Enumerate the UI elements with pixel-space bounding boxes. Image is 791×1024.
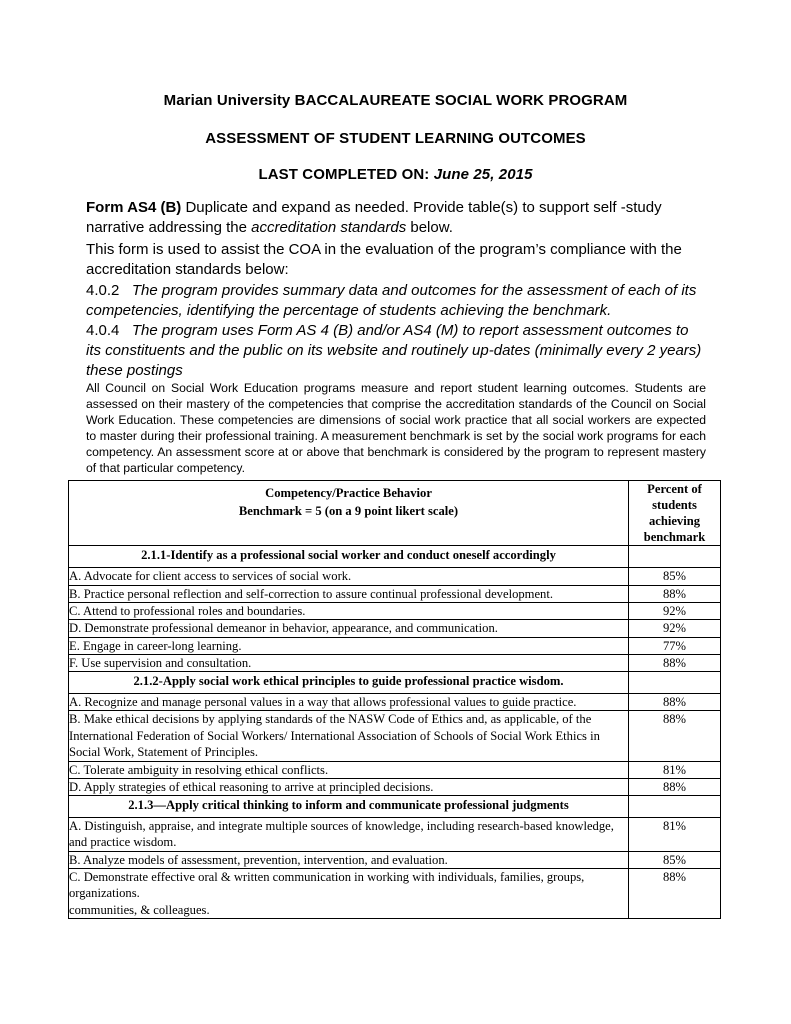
table-row: [69, 568, 721, 585]
practice-behavior-cell: F. Use supervision and consultation.: [69, 654, 629, 671]
practice-behavior-cell: E. Engage in career-long learning.: [69, 637, 629, 654]
table-row: [69, 585, 721, 602]
table-row: [69, 654, 721, 671]
competency-section-row: [69, 796, 721, 818]
percent-achieving-benchmark-cell: 85%: [629, 568, 721, 585]
form-label: Form AS4 (B): [86, 199, 182, 216]
percent-achieving-benchmark-cell: 92%: [629, 620, 721, 637]
competency-section-row: [69, 672, 721, 694]
practice-behavior-cell: D. Apply strategies of ethical reasoning to arrive at principled decisions.: [69, 778, 629, 795]
percent-achieving-benchmark-cell: 81%: [629, 761, 721, 778]
competency-section-row: [69, 546, 721, 568]
form-text-part2: below.: [406, 218, 453, 236]
table-row: [69, 851, 721, 868]
page-title-program: Marian University BACCALAUREATE SOCIAL WORK PROGRAM: [163, 92, 628, 109]
standard-402-number: 4.0.2: [86, 281, 120, 299]
percent-achieving-benchmark-cell: 85%: [629, 851, 721, 868]
practice-behavior-cell: B. Make ethical decisions by applying standards of the NASW Code of Ethics and, as applicable, of the International Federation of Social Workers/ International Association of Schools of Social Work Ethics in Social Work, Statement of Principles.: [69, 711, 629, 761]
practice-behavior-cell: C. Demonstrate effective oral & written communication in working with individuals, families, groups, organizations. communities, & colleagues.: [69, 869, 629, 919]
table-row: [69, 694, 721, 711]
header-behavior-line2: Benchmark = 5 (on a 9 point likert scale): [238, 503, 459, 518]
percent-achieving-benchmark-cell: 88%: [629, 711, 721, 761]
form-text-part1: Duplicate and expand as needed. Provide table(s) to support self -study narrative addressing the: [86, 199, 662, 236]
table-row: [69, 817, 721, 851]
standard-404-number: 4.0.4: [86, 321, 120, 339]
table-row: [69, 637, 721, 654]
table-row: [69, 602, 721, 619]
last-completed-date: June 25, 2015: [433, 166, 533, 183]
header-behavior-line1: Competency/Practice Behavior: [265, 486, 432, 500]
last-completed-line: [0, 166, 791, 184]
standard-404: [86, 321, 706, 381]
standard-402: [86, 281, 706, 321]
table-row: [69, 711, 721, 761]
percent-achieving-benchmark-cell: 77%: [629, 637, 721, 654]
practice-behavior-cell: B. Practice personal reflection and self-correction to assure continual professional development.: [69, 585, 629, 602]
explanatory-paragraph: [86, 380, 706, 477]
competency-section-label: 2.1.1-Identify as a professional social worker and conduct oneself accordingly: [69, 546, 629, 568]
header-cell-behavior: [69, 481, 629, 546]
practice-behavior-cell: A. Advocate for client access to services of social work.: [69, 568, 629, 585]
practice-behavior-cell: A. Distinguish, appraise, and integrate multiple sources of knowledge, including research-based knowledge, and practice wisdom.: [69, 817, 629, 851]
competency-section-label: 2.1.2-Apply social work ethical principles to guide professional practice wisdom.: [69, 672, 629, 694]
standard-404-text: The program uses Form AS 4 (B) and/or AS4 (M) to report assessment outcomes to its constituents and the public on its website and routinely up-dates (minimally every 2 years) these postings: [86, 321, 702, 379]
competency-section-label: 2.1.3—Apply critical thinking to inform and communicate professional judgments: [69, 796, 629, 818]
percent-achieving-benchmark-cell: 81%: [629, 817, 721, 851]
table-header-row: [69, 481, 721, 546]
competency-section-percent-blank: [629, 546, 721, 568]
percent-achieving-benchmark-cell: 92%: [629, 602, 721, 619]
table-row: [69, 761, 721, 778]
practice-behavior-cell: C. Tolerate ambiguity in resolving ethical conflicts.: [69, 761, 629, 778]
table-row: [69, 620, 721, 637]
percent-achieving-benchmark-cell: 88%: [629, 869, 721, 919]
competency-section-percent-blank: [629, 796, 721, 818]
percent-achieving-benchmark-cell: 88%: [629, 778, 721, 795]
table-row: [69, 869, 721, 919]
form-instruction-paragraph: [86, 198, 706, 238]
competency-section-percent-blank: [629, 672, 721, 694]
practice-behavior-cell: A. Recognize and manage personal values in a way that allows professional values to guide practice.: [69, 694, 629, 711]
standard-402-text: The program provides summary data and outcomes for the assessment of each of its competencies, identifying the percentage of students achieving the benchmark.: [86, 281, 697, 319]
assessment-table-container: [68, 480, 720, 919]
header-cell-percent: Percent of students achieving benchmark: [629, 481, 721, 546]
practice-behavior-cell: C. Attend to professional roles and boundaries.: [69, 602, 629, 619]
last-completed-label: LAST COMPLETED ON:: [258, 166, 430, 183]
page-title-assessment: ASSESSMENT OF STUDENT LEARNING OUTCOMES: [205, 130, 586, 147]
table-row: [69, 778, 721, 795]
this-form-paragraph: This form is used to assist the COA in the evaluation of the program’s compliance with the accreditation standards below:: [86, 240, 682, 278]
assessment-table: [68, 480, 721, 919]
practice-behavior-cell: B. Analyze models of assessment, prevention, intervention, and evaluation.: [69, 851, 629, 868]
percent-achieving-benchmark-cell: 88%: [629, 654, 721, 671]
percent-achieving-benchmark-cell: 88%: [629, 694, 721, 711]
accreditation-standards-italic: accreditation standards: [251, 218, 407, 236]
intro-block: [86, 198, 706, 380]
explanatory-paragraph-text: All Council on Social Work Education programs measure and report student learning outcomes. Students are assessed on their mastery of the competencies that comprise the accreditation standards of the Council on Social Work Education. These competencies are dimensions of social work practice that all social workers are expected to master during their professional training. A measurement benchmark is set by the social work programs for each competency. An assessment score at or above that benchmark is considered by the program to represent mastery of that particular competency.: [86, 381, 706, 476]
percent-achieving-benchmark-cell: 88%: [629, 585, 721, 602]
practice-behavior-cell: D. Demonstrate professional demeanor in behavior, appearance, and communication.: [69, 620, 629, 637]
